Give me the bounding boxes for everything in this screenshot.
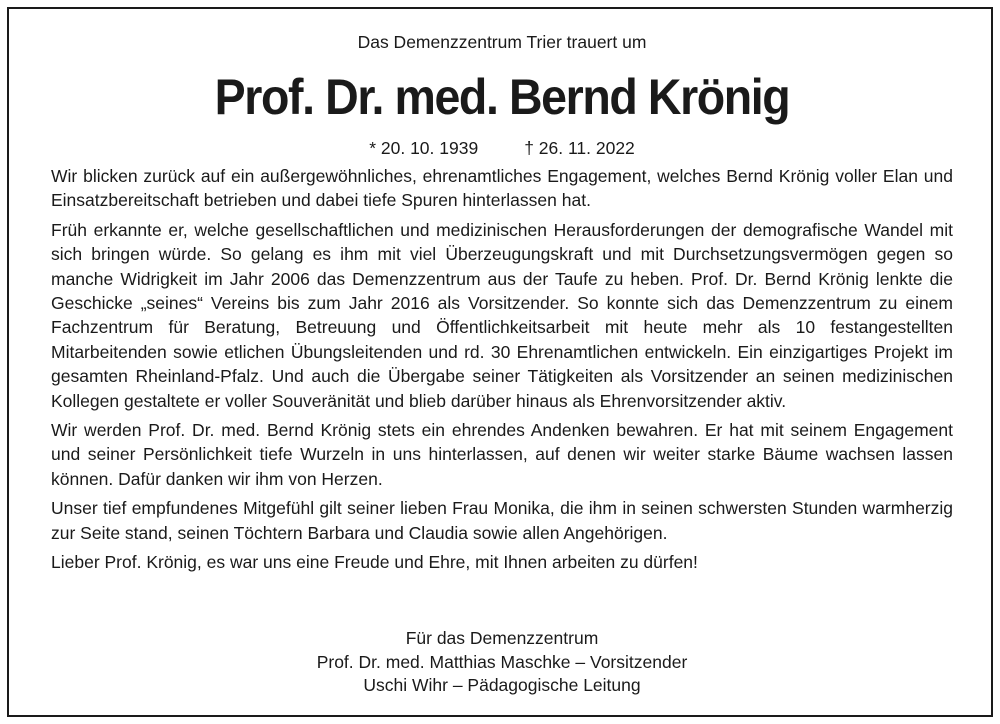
signature-block	[51, 627, 953, 698]
signature-chair: Prof. Dr. med. Matthias Maschke – Vorsitzender	[316, 651, 688, 672]
paragraph-1: Wir blicken zurück auf ein außergewöhnliches, ehrenamtliches Engagement, welches Bernd Krönig voller Elan und Einsatzbereitschaft betrieben und dabei tiefe Spuren hinterlassen hat.	[51, 166, 953, 211]
paragraph-3: Wir werden Prof. Dr. med. Bernd Krönig stets ein ehrendes Andenken bewahren. Er hat mit seinem Engagement und seiner Persönlichkeit tiefe Wurzeln in uns hinterlassen, auf denen wir weiter starke Bäume wachsen lassen können. Dafür danken wir ihm von Herzen.	[51, 420, 953, 489]
obituary-body	[51, 164, 953, 580]
obituary-frame	[7, 7, 993, 717]
deceased-name: Prof. Dr. med. Bernd Krönig	[214, 69, 790, 125]
signature-pedagogical-lead: Uschi Wihr – Pädagogische Leitung	[363, 675, 641, 695]
death-date: † 26. 11. 2022	[524, 138, 635, 158]
life-dates	[51, 137, 953, 159]
paragraph-2: Früh erkannte er, welche gesellschaftlichen und medizinischen Herausforderungen der demografische Wandel mit sich bringen würde. So gelang es ihm mit viel Überzeugungskraft und mit Durchsetzungsvermögen gegen so manche Widrigkeit im Jahr 2006 das Demenzzentrum aus der Taufe zu heben. Prof. Dr. Bernd Krönig lenkte die Geschicke „seines“ Vereins bis zum Jahr 2016 als Vorsitzender. So konnte sich das Demenzzentrum zu einem Fachzentrum für Beratung, Betreuung und Öffentlichkeitsarbeit mit heute mehr als 10 festangestellten Mitarbeitenden sowie etlichen Übungsleitenden und rd. 30 Ehrenamtlichen entwickeln. Ein einzigartiges Projekt im gesamten Rheinland-Pfalz. Und auch die Übergabe seiner Tätigkeiten als Vorsitzender an seinen medizinischen Kollegen gestaltete er voller Souveränität und blieb darüber hinaus als Ehrenvorsitzender aktiv.	[51, 219, 953, 411]
paragraph-4: Unser tief empfundenes Mitgefühl gilt seiner lieben Frau Monika, die ihm in seinen schwersten Stunden warmherzig zur Seite stand, seinen Töchtern Barbara und Claudia sowie allen Angehörigen.	[51, 498, 953, 543]
signature-organization: Für das Demenzzentrum	[405, 628, 599, 648]
paragraph-5: Lieber Prof. Krönig, es war uns eine Freude und Ehre, mit Ihnen arbeiten zu dürfen!	[51, 552, 698, 573]
intro-line: Das Demenzzentrum Trier trauert um	[357, 32, 647, 52]
birth-date: * 20. 10. 1939	[369, 138, 479, 158]
